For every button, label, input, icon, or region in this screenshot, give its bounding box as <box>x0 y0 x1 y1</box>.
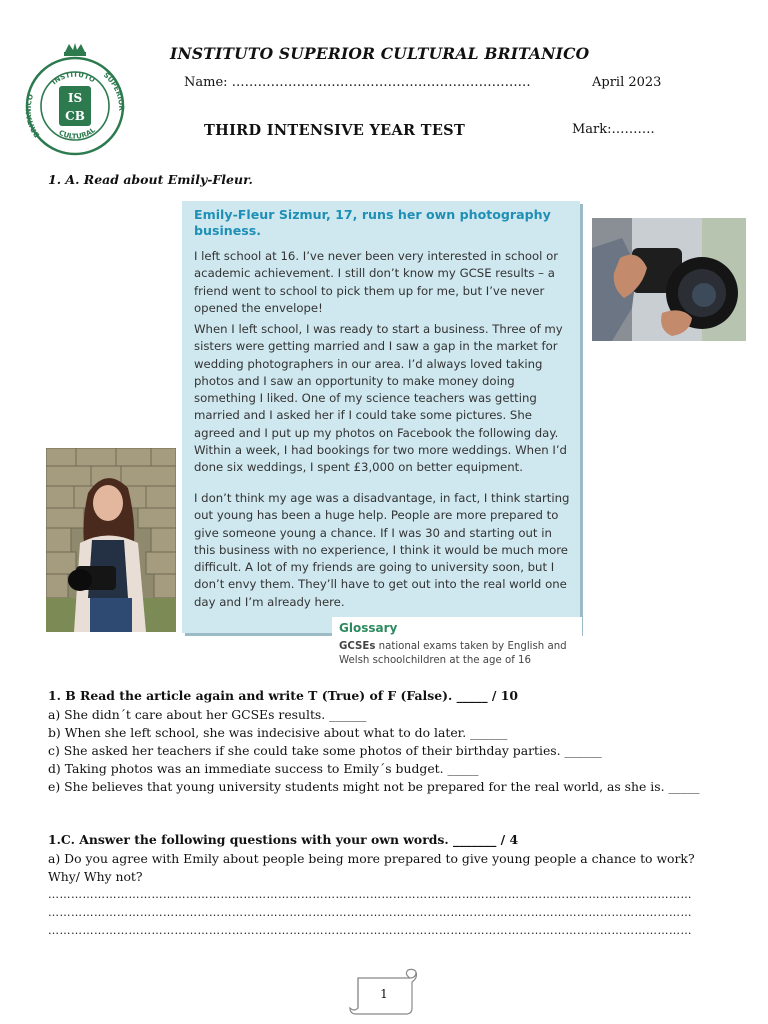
student-name-field[interactable]: Name: …………………………………………………………… <box>184 75 531 90</box>
true-false-item[interactable]: a) She didn´t care about her GCSEs results. ______ <box>48 707 367 722</box>
answer-line[interactable]: …………………………………………………………………………………………………………………………………………………… <box>48 906 692 919</box>
logo-top-text: INSTITUTO <box>50 70 97 87</box>
true-false-item[interactable]: d) Taking photos was an immediate success to Emily´s budget. _____ <box>48 761 479 776</box>
glossary-term: GCSEs <box>339 641 376 652</box>
school-name: INSTITUTO SUPERIOR CULTURAL BRITANICO <box>170 44 590 63</box>
true-false-item[interactable]: b) When she left school, she was indecisive about what to do later. ______ <box>48 725 508 740</box>
svg-text:BRITANICO <box>25 93 42 138</box>
svg-text:CULTURAL <box>57 126 97 141</box>
article-box <box>182 201 580 633</box>
section-c-heading: 1.C. Answer the following questions with your own words. _______ / 4 <box>48 832 519 847</box>
svg-text:CB: CB <box>65 109 85 123</box>
logo-bottom-text: CULTURAL <box>57 126 97 141</box>
logo-left-text: BRITANICO <box>24 93 42 139</box>
svg-text:INSTITUTO <box>50 71 96 87</box>
answer-line[interactable]: …………………………………………………………………………………………………………………………………………………… <box>48 888 692 901</box>
answer-line[interactable]: …………………………………………………………………………………………………………………………………………………… <box>48 924 692 937</box>
article-paragraph: I don’t think my age was a disadvantage, in fact, I think starting out young has been a huge help. People are more prepared to give someone young a chance. If I was 30 and starting out in this business with no experience, I think it would be much more difficult. A lot of my friends are going to university soon, but I don’t envy them. They’ll have to get out into the real world one day and I’m already here. <box>194 491 570 609</box>
emily-fleur-photo <box>46 448 176 632</box>
logo-right-text: SUPERIOR <box>101 71 126 111</box>
glossary-box <box>332 617 582 671</box>
school-crest-logo <box>22 42 128 158</box>
test-date: April 2023 <box>592 75 662 90</box>
camera-photo <box>592 218 746 341</box>
svg-text:IS: IS <box>67 91 83 105</box>
open-question: a) Do you agree with Emily about people being more prepared to give young people a chance to work? Why/ Why not? <box>48 851 695 884</box>
test-title: THIRD INTENSIVE YEAR TEST <box>204 122 466 139</box>
glossary-entry <box>339 640 579 668</box>
glossary-definition: national exams taken by English and Welsh schoolchildren at the age of 16 <box>339 641 567 666</box>
article-paragraph: When I left school, I was ready to start a business. Three of my sisters were getting married and I saw a gap in the market for wedding photographers in our area. I’d always loved taking photos and I saw an opportunity to make money doing something I liked. One of my science teachers was getting married and I asked her if I could take some pictures. She agreed and I put up my photos on Facebook the following day. Within a week, I had bookings for two more weddings. When I’d done six weddings, I spent £3,000 on better equipment. <box>194 322 567 475</box>
mark-field: Mark:………. <box>572 122 655 137</box>
glossary-heading: Glossary <box>339 621 398 635</box>
section-a-heading: 1. A. Read about Emily-Fleur. <box>48 172 253 187</box>
crown-icon <box>64 43 86 56</box>
article-paragraph: I left school at 16. I’ve never been very interested in school or academic achievement. I still don’t know my GCSE results – a friend went to school to pick them up for me, but I’ve never opened the envelope! <box>194 249 559 315</box>
true-false-item[interactable]: c) She asked her teachers if she could take some photos of their birthday parties. ______ <box>48 743 602 758</box>
page-number: 1 <box>380 987 388 1001</box>
article-title: Emily-Fleur Sizmur, 17, runs her own photography business. <box>194 207 551 238</box>
section-b-heading: 1. B Read the article again and write T (True) of F (False). _____ / 10 <box>48 688 518 703</box>
true-false-item[interactable]: e) She believes that young university students might not be prepared for the real world, as she is. _____ <box>48 779 700 794</box>
